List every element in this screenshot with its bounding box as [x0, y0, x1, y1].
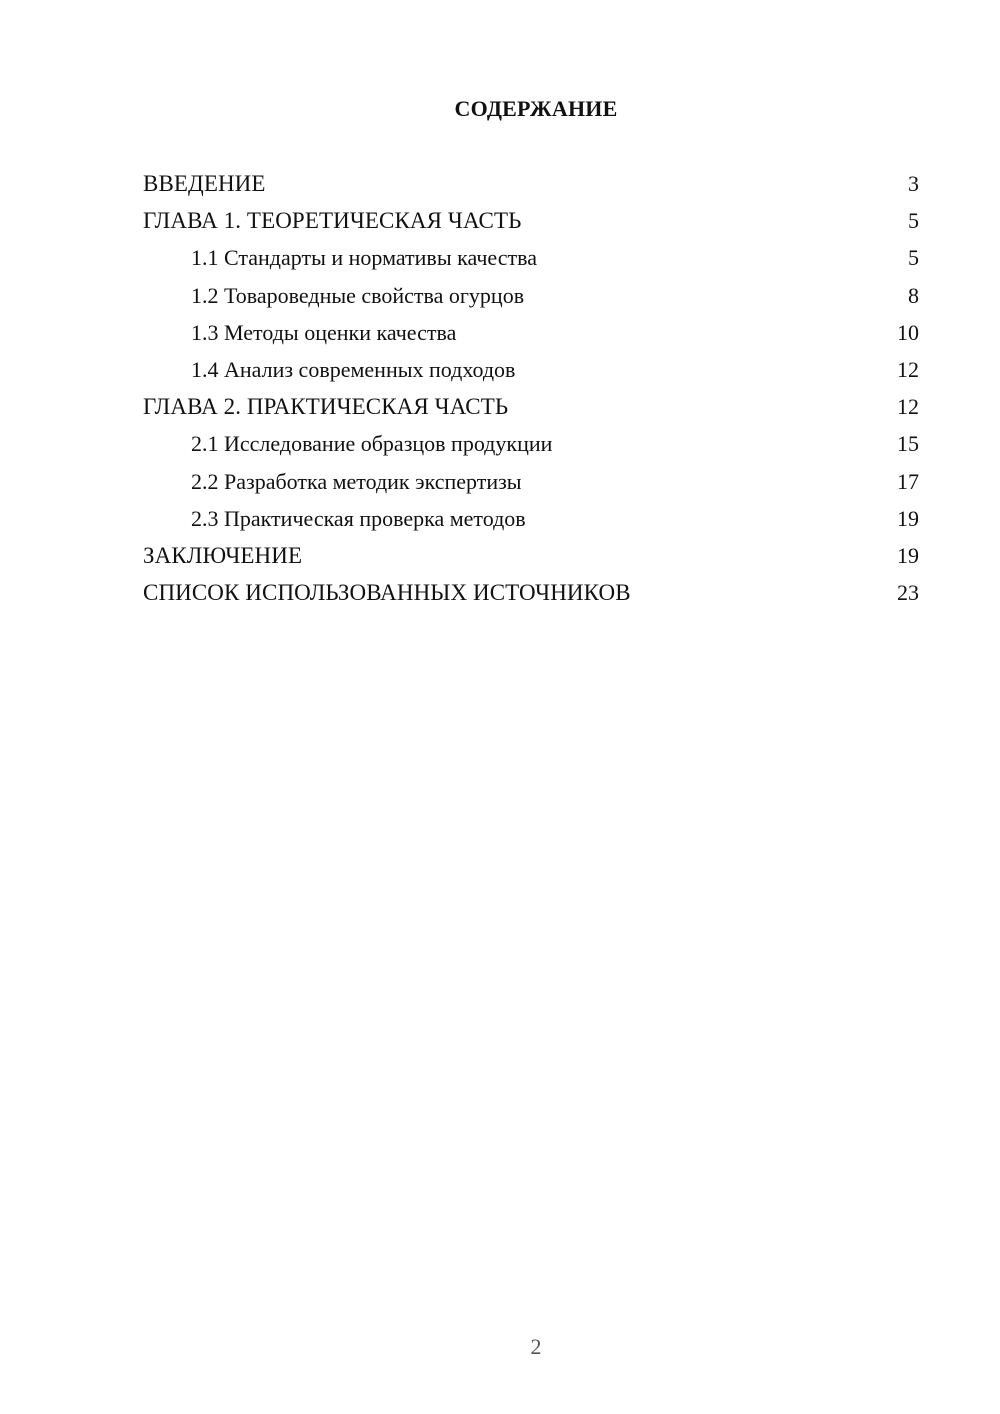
toc-entry-label: 1.1 Стандарты и нормативы качества — [191, 245, 537, 271]
table-of-contents — [143, 168, 919, 614]
toc-entry-label: 1.3 Методы оценки качества — [191, 319, 457, 345]
toc-entry-conclusion — [143, 540, 919, 577]
toc-entry-page: 12 — [897, 356, 919, 382]
toc-entry-section-2-2 — [143, 466, 919, 503]
toc-title: СОДЕРЖАНИЕ — [454, 96, 618, 121]
toc-entry-label: ГЛАВА 2. ПРАКТИЧЕСКАЯ ЧАСТЬ — [143, 394, 509, 420]
toc-entry-label: СПИСОК ИСПОЛЬЗОВАННЫХ ИСТОЧНИКОВ — [143, 580, 631, 606]
toc-entry-page: 8 — [908, 282, 919, 308]
toc-entry-page: 10 — [897, 319, 919, 345]
toc-entry-section-1-3 — [143, 317, 919, 354]
toc-entry-section-2-1 — [143, 428, 919, 465]
toc-entry-page: 19 — [897, 505, 919, 531]
toc-entry-section-2-3 — [143, 503, 919, 540]
toc-entry-label: ВВЕДЕНИЕ — [143, 171, 266, 196]
toc-entry-section-1-1 — [143, 242, 919, 279]
toc-entry-page: 17 — [897, 468, 919, 494]
page-number: 2 — [530, 1334, 542, 1359]
toc-entry-page: 23 — [897, 580, 919, 606]
toc-entry-label: ЗАКЛЮЧЕНИЕ — [143, 542, 303, 568]
toc-entry-introduction — [143, 168, 919, 205]
toc-entry-label: 1.4 Анализ современных подходов — [191, 356, 516, 382]
toc-entry-chapter-1 — [143, 205, 919, 242]
toc-entry-section-1-2 — [143, 280, 919, 317]
toc-entry-label: 2.3 Практическая проверка методов — [191, 505, 526, 531]
toc-entry-page: 19 — [897, 542, 919, 568]
toc-entry-page: 5 — [908, 245, 919, 271]
toc-entry-page: 3 — [908, 171, 919, 196]
toc-entry-label: ГЛАВА 1. ТЕОРЕТИЧЕСКАЯ ЧАСТЬ — [143, 208, 522, 234]
toc-entry-label: 2.2 Разработка методик экспертизы — [191, 468, 522, 494]
toc-entry-label: 1.2 Товароведные свойства огурцов — [191, 282, 525, 308]
toc-entry-page: 5 — [908, 208, 919, 234]
toc-entry-chapter-2 — [143, 391, 919, 428]
toc-entry-label: 2.1 Исследование образцов продукции — [191, 431, 553, 457]
toc-entry-section-1-4 — [143, 354, 919, 391]
toc-entry-page: 15 — [897, 431, 919, 457]
toc-entry-references — [143, 577, 919, 614]
toc-entry-page: 12 — [897, 394, 919, 420]
